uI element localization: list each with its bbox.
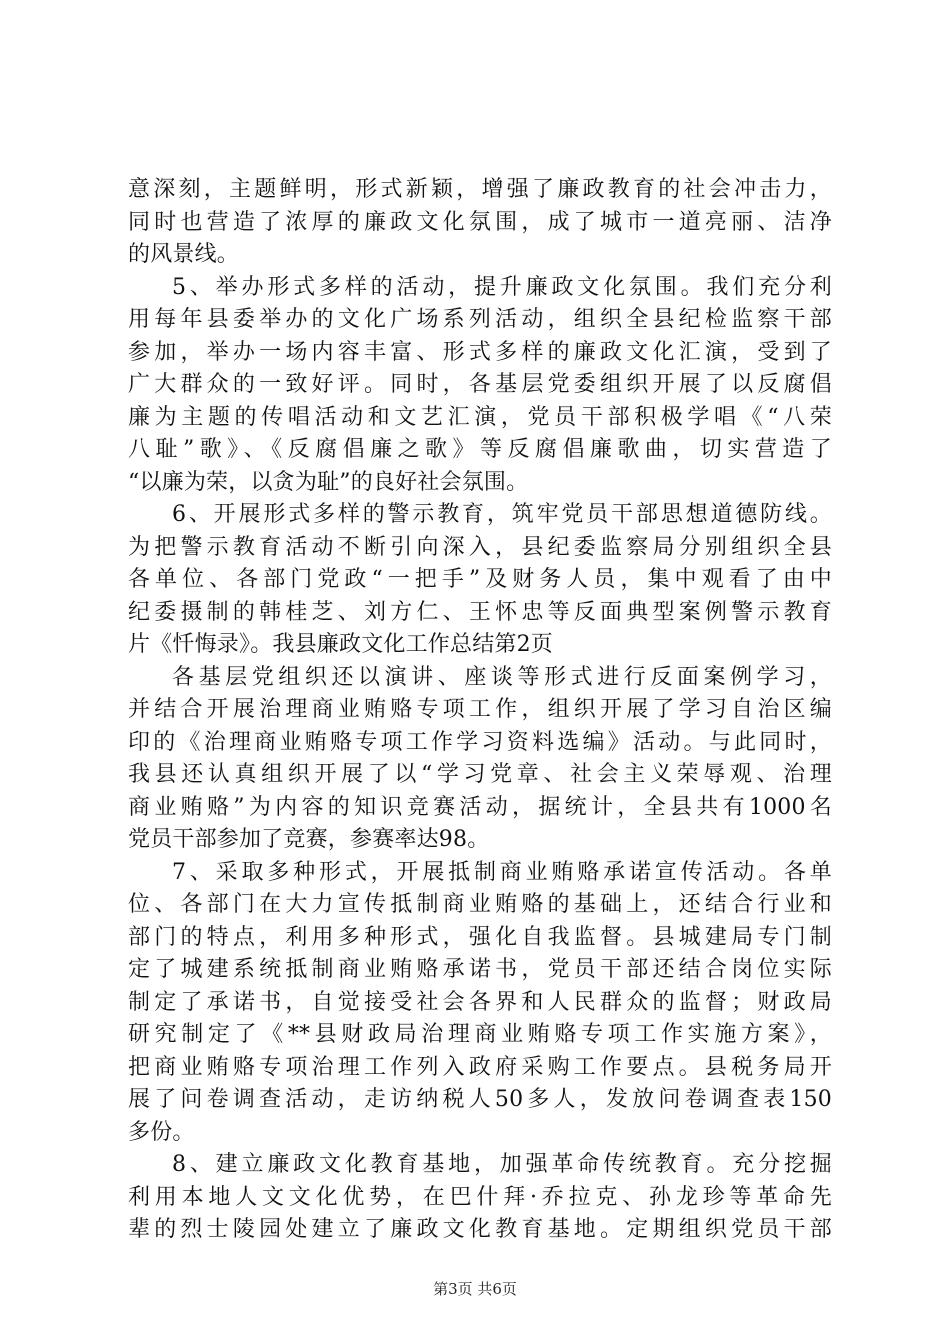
text-line: 研究制定了《**县财政局治理商业贿赂专项工作实施方案》， — [128, 1022, 832, 1047]
text-line: 片《忏悔录》。我县廉政文化工作总结第2页 — [128, 632, 553, 657]
document-body — [128, 174, 832, 1247]
text-line: 多份。 — [128, 1119, 195, 1145]
text-line: 党员干部参加了竞赛，参赛率达98。 — [128, 827, 490, 852]
text-line: 的风景线。 — [128, 242, 240, 267]
text-line: 辈的烈士陵园处建立了廉政文化教育基地。定期组织党员干部 — [128, 1217, 832, 1242]
text-line: 用每年县委举办的文化广场系列活动，组织全县纪检监察干部 — [128, 307, 832, 332]
text-line: 并结合开展治理商业贿赂专项工作，组织开展了学习自治区编 — [128, 697, 832, 722]
text-line: 我县还认真组织开展了以“学习党章、社会主义荣辱观、治理 — [128, 762, 832, 787]
paragraph-6-start: 6、开展形式多样的警示教育，筑牢党员干部思想道德防线。 — [172, 502, 832, 527]
text-line: 意深刻，主题鲜明，形式新颖，增强了廉政教育的社会冲击力， — [128, 177, 832, 202]
text-line: 廉为主题的传唱活动和文艺汇演，党员干部积极学唱《“八荣 — [128, 404, 832, 430]
text-line: 印的《治理商业贿赂专项工作学习资料选编》活动。与此同时， — [128, 729, 832, 755]
text-line: 纪委摄制的韩桂芝、刘方仁、王怀忠等反面典型案例警示教育 — [128, 599, 832, 625]
paragraph-5-start: 5、举办形式多样的活动，提升廉政文化氛围。我们充分利 — [172, 274, 832, 300]
text-line: 广大群众的一致好评。同时，各基层党委组织开展了以反腐倡 — [128, 372, 832, 397]
page-number-label: 第3页 共6页 — [433, 1280, 517, 1298]
text-line: 同时也营造了浓厚的廉政文化氛围，成了城市一道亮丽、洁净 — [128, 209, 832, 235]
text-line: “以廉为荣，以贪为耻”的良好社会氛围。 — [128, 469, 529, 495]
text-line: 制定了承诺书，自觉接受社会各界和人民群众的监督；财政局 — [128, 989, 832, 1015]
page-footer — [0, 1278, 950, 1299]
text-line: 位、各部门在大力宣传抵制商业贿赂的基础上，还结合行业和 — [128, 892, 832, 917]
text-line: 参加，举办一场内容丰富、形式多样的廉政文化汇演，受到了 — [128, 339, 832, 365]
paragraph-continuation-start: 各基层党组织还以演讲、座谈等形式进行反面案例学习， — [172, 664, 832, 690]
text-line: 为把警示教育活动不断引向深入，县纪委监察局分别组织全县 — [128, 534, 832, 560]
text-line: 展了问卷调查活动，走访纳税人50多人，发放问卷调查表150 — [128, 1087, 832, 1112]
text-line: 把商业贿赂专项治理工作列入政府采购工作要点。县税务局开 — [128, 1054, 832, 1080]
text-line: 定了城建系统抵制商业贿赂承诺书，党员干部还结合岗位实际 — [128, 957, 832, 982]
paragraph-7-start: 7、采取多种形式，开展抵制商业贿赂承诺宣传活动。各单 — [172, 859, 832, 885]
text-line: 八耻”歌》、《反腐倡廉之歌》等反腐倡廉歌曲，切实营造了 — [128, 437, 832, 462]
text-line: 各单位、各部门党政“一把手”及财务人员，集中观看了由中 — [128, 567, 832, 592]
text-line: 部门的特点，利用多种形式，强化自我监督。县城建局专门制 — [128, 924, 832, 950]
text-line: 商业贿赂”为内容的知识竞赛活动，据统计，全县共有1000名 — [128, 794, 832, 820]
paragraph-8-start: 8、建立廉政文化教育基地，加强革命传统教育。充分挖掘 — [172, 1152, 832, 1177]
text-line: 利用本地人文文化优势，在巴什拜·乔拉克、孙龙珍等革命先 — [128, 1184, 832, 1210]
